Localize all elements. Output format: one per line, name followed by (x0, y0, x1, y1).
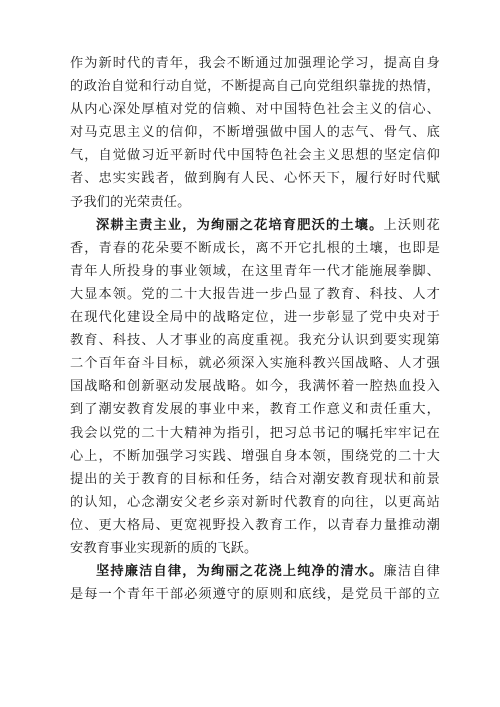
text-line: 心上，不断加强学习实践、增强自身本领，围绕党的二十大 (70, 448, 440, 464)
paragraph-text: 廉洁自律 (383, 564, 440, 580)
text-line: 我会以党的二十大精神为指引，把习总书记的嘱托牢牢记在 (70, 425, 440, 441)
text-line: 提出的关于教育的目标和任务，结合对潮安教育现状和前景 (70, 471, 440, 487)
text-line: 位、更大格局、更宽视野投入教育工作，以青春力量推动潮 (70, 517, 440, 533)
text-line: 的政治自觉和行动自觉，不断提高自己向党组织靠拢的热情， (70, 79, 440, 95)
text-line: 的认知，心念潮安父老乡亲对新时代教育的向往，以更高站 (70, 494, 440, 510)
text-line: 青年人所投身的事业领域，在这里青年一代才能施展拳脚、 (70, 263, 440, 279)
text-line: 教育、科技、人才事业的高度重视。我充分认识到要实现第 (70, 333, 440, 349)
text-line: 香，青春的花朵要不断成长，离不开它扎根的土壤，也即是 (70, 240, 440, 256)
text-line: 从内心深处厚植对党的信赖、对中国特色社会主义的信心、 (70, 102, 440, 118)
document-page (70, 52, 440, 606)
text-line: 二个百年奋斗目标，就必须深入实施科教兴国战略、人才强 (70, 356, 440, 372)
paragraph-text: 上沃则花 (383, 217, 440, 233)
text-line: 是每一个青年干部必须遵守的原则和底线，是党员干部的立 (70, 587, 440, 603)
text-line: 安教育事业实现新的质的飞跃。 (70, 540, 258, 556)
text-line: 大显本领。党的二十大报告进一步凸显了教育、科技、人才 (70, 286, 440, 302)
text-line: 在现代化建设全局中的战略定位，进一步彰显了党中央对于 (70, 310, 440, 326)
text-line: 国战略和创新驱动发展战略。如今，我满怀着一腔热血投入 (70, 379, 440, 395)
text-line: 气，自觉做习近平新时代中国特色社会主义思想的坚定信仰 (70, 148, 440, 164)
paragraph-heading: 深耕主责主业，为绚丽之花培育肥沃的土壤。 (96, 217, 384, 233)
paragraph-heading: 坚持廉洁自律，为绚丽之花浇上纯净的清水。 (96, 564, 384, 580)
text-line: 到了潮安教育发展的事业中来，教育工作意义和责任重大， (70, 402, 440, 418)
text-line: 者、忠实实践者，做到胸有人民、心怀天下，履行好时代赋 (70, 171, 440, 187)
paragraph-heading-line (70, 214, 440, 237)
text-line: 对马克思主义的信仰，不断增强做中国人的志气、骨气、底 (70, 125, 440, 141)
text-line: 作为新时代的青年，我会不断通过加强理论学习，提高自身 (70, 56, 440, 71)
paragraph-heading-line (70, 560, 440, 583)
text-line: 予我们的光荣责任。 (70, 194, 191, 210)
